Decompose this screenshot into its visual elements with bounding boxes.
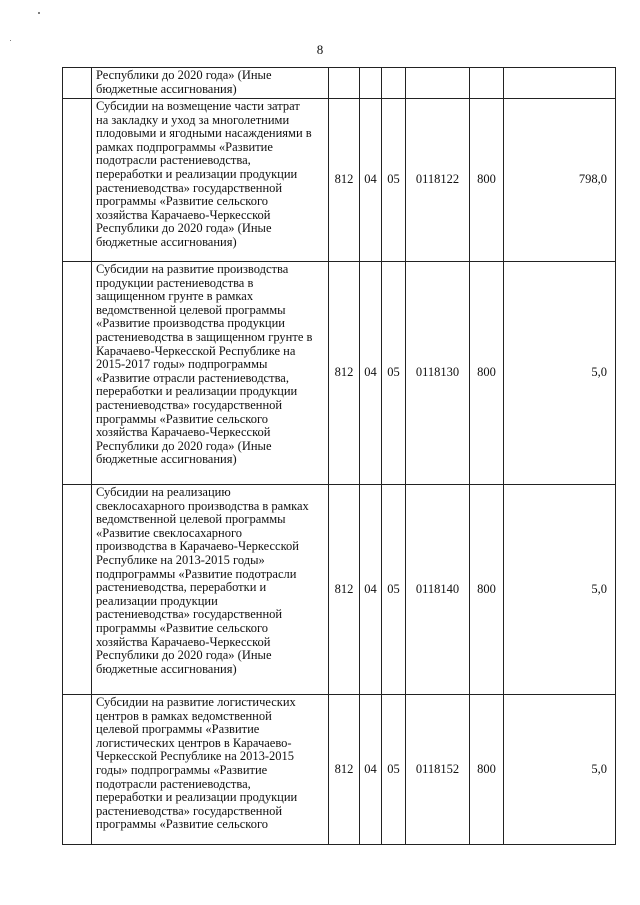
section-code-cell: 04	[360, 485, 382, 695]
amount-cell: 5,0	[504, 695, 616, 845]
section-code-cell	[360, 68, 382, 99]
subsection-code-cell	[382, 68, 406, 99]
row-blank-cell	[63, 99, 92, 262]
row-blank-cell	[63, 262, 92, 485]
amount-cell: 5,0	[504, 485, 616, 695]
section-code-cell: 04	[360, 99, 382, 262]
section-code-cell: 04	[360, 262, 382, 485]
table-row	[63, 485, 616, 695]
target-item-code-cell	[406, 68, 470, 99]
amount-cell: 798,0	[504, 99, 616, 262]
description-cell: Субсидии на возмещение части затрат на закладку и уход за многолетними плодовыми и ягодными насаждениями в рамках подпрограммы «Развитие подотрасли растениеводства, переработки и реализации продукции растениеводства» государственной программы «Развитие сельского хозяйства Карачаево-Черкесской Республики до 2020 года» (Иные бюджетные ассигнования)	[92, 99, 329, 262]
amount-cell	[504, 68, 616, 99]
description-cell: Республики до 2020 года» (Иные бюджетные ассигнования)	[92, 68, 329, 99]
expense-type-code-cell	[470, 68, 504, 99]
expense-type-code-cell: 800	[470, 695, 504, 845]
subsection-code-cell: 05	[382, 99, 406, 262]
budget-table	[62, 67, 616, 845]
expense-type-code-cell: 800	[470, 99, 504, 262]
table-row	[63, 99, 616, 262]
amount-cell: 5,0	[504, 262, 616, 485]
ministry-code-cell: 812	[329, 485, 360, 695]
description-cell: Субсидии на развитие логистических центров в рамках ведомственной целевой программы «Развитие логистических центров в Карачаево- Черкесской Республике на 2013-2015 годы» подпрограммы «Развитие подотрасли растениеводства, переработки и реализации продукции растениеводства» государственной программы «Развитие сельского	[92, 695, 329, 845]
row-blank-cell	[63, 485, 92, 695]
expense-type-code-cell: 800	[470, 262, 504, 485]
scan-speck	[38, 12, 40, 14]
target-item-code-cell: 0118140	[406, 485, 470, 695]
target-item-code-cell: 0118122	[406, 99, 470, 262]
ministry-code-cell: 812	[329, 99, 360, 262]
expense-type-code-cell: 800	[470, 485, 504, 695]
subsection-code-cell: 05	[382, 262, 406, 485]
scan-speck	[10, 40, 11, 41]
table-row	[63, 68, 616, 99]
target-item-code-cell: 0118152	[406, 695, 470, 845]
subsection-code-cell: 05	[382, 695, 406, 845]
page-number: 8	[316, 42, 324, 57]
description-cell: Субсидии на развитие производства продукции растениеводства в защищенном грунте в рамках ведомственной целевой программы «Развитие производства продукции растениеводства в защищенном грунте в Карачаево-Черкесской Республике на 2015-2017 годы» подпрограммы «Развитие отрасли растениеводства, переработки и реализации продукции растениеводства» государственной программы «Развитие сельского хозяйства Карачаево-Черкесской Республики до 2020 года» (Иные бюджетные ассигнования)	[92, 262, 329, 485]
row-blank-cell	[63, 68, 92, 99]
table-row	[63, 262, 616, 485]
ministry-code-cell	[329, 68, 360, 99]
subsection-code-cell: 05	[382, 485, 406, 695]
description-cell: Субсидии на реализацию свеклосахарного производства в рамках ведомственной целевой программы «Развитие свеклосахарного производства в Карачаево-Черкесской Республике на 2013-2015 годы» подпрограммы «Развитие подотрасли растениеводства, переработки и реализации продукции растениеводства» государственной программы «Развитие сельского хозяйства Карачаево-Черкесской Республики до 2020 года» (Иные бюджетные ассигнования)	[92, 485, 329, 695]
target-item-code-cell: 0118130	[406, 262, 470, 485]
ministry-code-cell: 812	[329, 262, 360, 485]
section-code-cell: 04	[360, 695, 382, 845]
table-row	[63, 695, 616, 845]
ministry-code-cell: 812	[329, 695, 360, 845]
row-blank-cell	[63, 695, 92, 845]
